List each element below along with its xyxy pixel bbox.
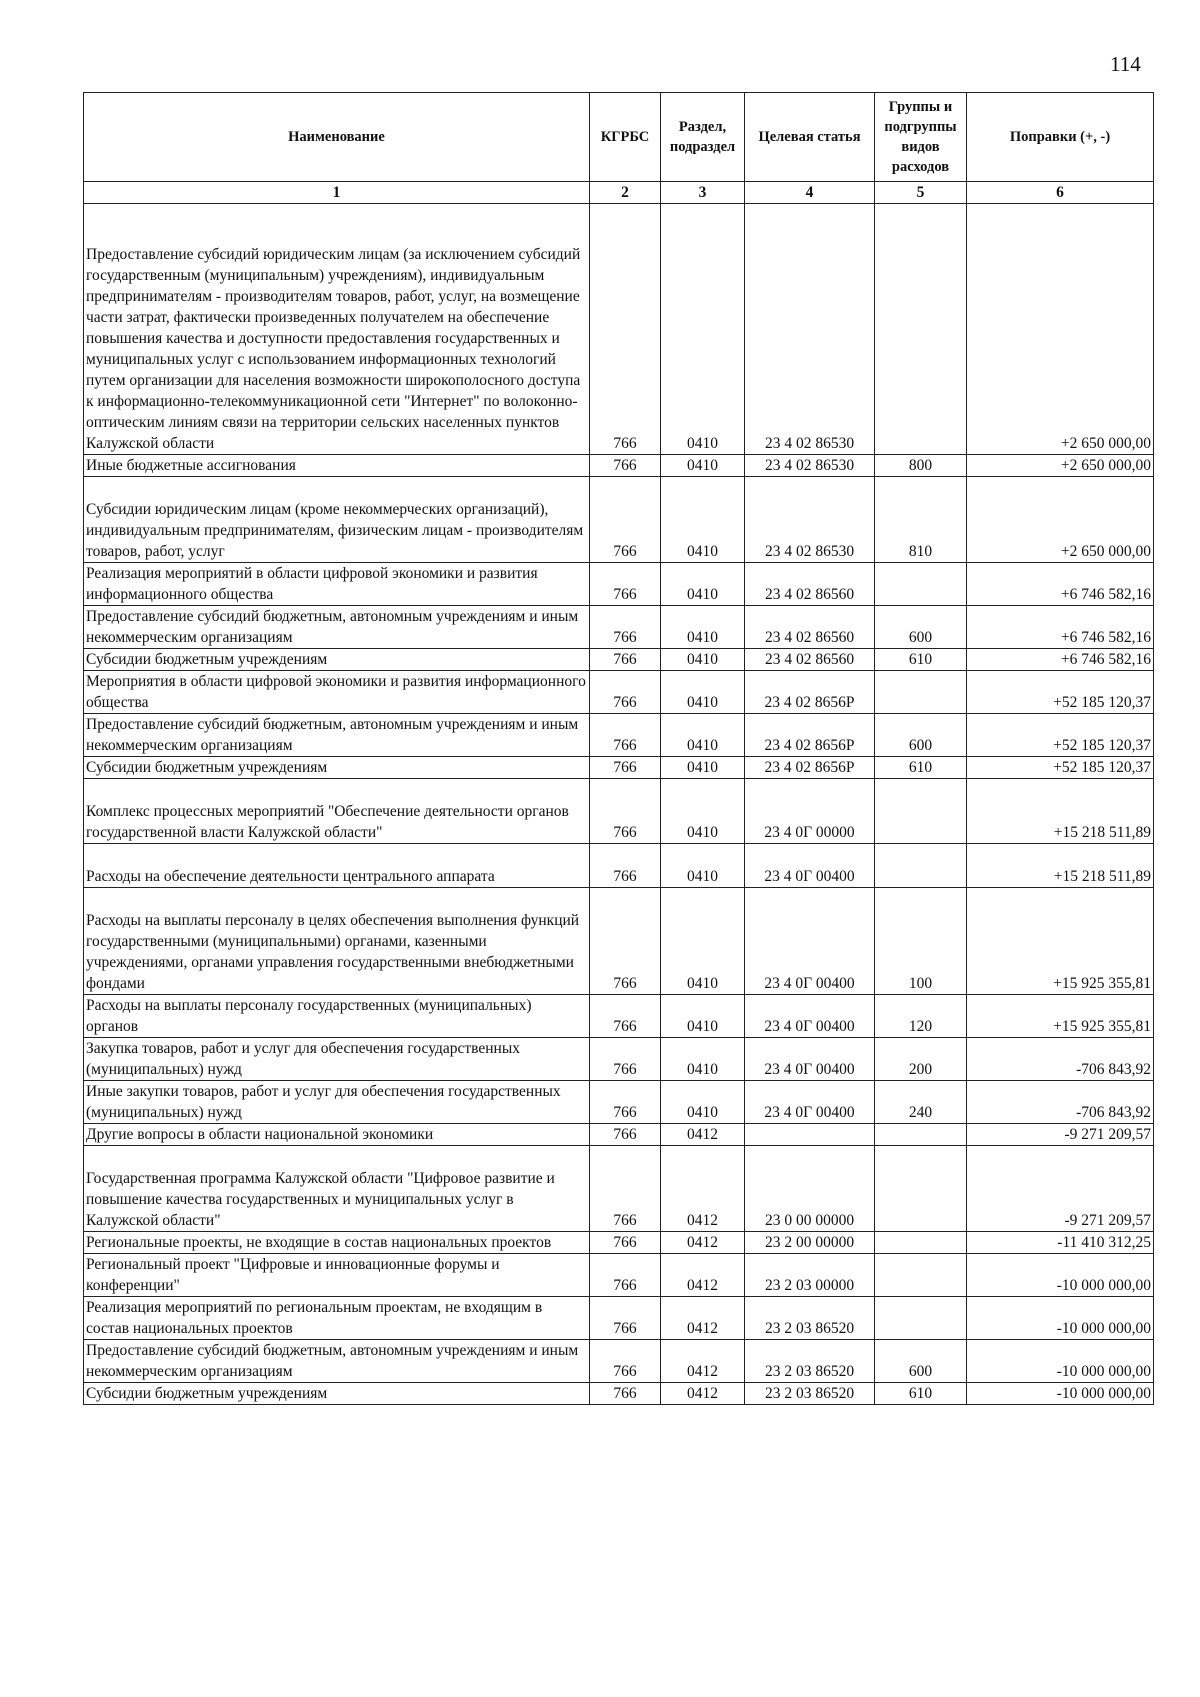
- row-amount-cell: +15 925 355,81: [967, 995, 1154, 1038]
- row-kgrbs-cell: 766: [590, 1038, 661, 1081]
- row-target-cell: 23 4 02 86530: [745, 477, 875, 563]
- row-target-cell: 23 4 02 86530: [745, 455, 875, 477]
- row-group-cell: [875, 779, 967, 844]
- row-name-cell: Государственная программа Калужской области "Цифровое развитие и повышение качества государственных и муниципальных услуг в Калужской области": [84, 1146, 590, 1232]
- row-kgrbs-cell: 766: [590, 757, 661, 779]
- header-kgrbs: КГРБС: [590, 93, 661, 182]
- row-name-cell: Расходы на выплаты персоналу государственных (муниципальных) органов: [84, 995, 590, 1038]
- row-name-cell: Субсидии бюджетным учреждениям: [84, 649, 590, 671]
- table-row: [84, 844, 1154, 888]
- row-kgrbs-cell: 766: [590, 714, 661, 757]
- table-row: [84, 204, 1154, 455]
- table-row: [84, 1232, 1154, 1254]
- row-section-cell: 0410: [661, 563, 745, 606]
- column-number: 2: [590, 182, 661, 204]
- row-kgrbs-cell: 766: [590, 455, 661, 477]
- row-name-cell: Реализация мероприятий в области цифровой экономики и развития информационного общества: [84, 563, 590, 606]
- row-amount-cell: +52 185 120,37: [967, 671, 1154, 714]
- page-number: 114: [1110, 52, 1141, 76]
- row-section-cell: 0412: [661, 1297, 745, 1340]
- row-target-cell: 23 4 0Г 00400: [745, 995, 875, 1038]
- row-section-cell: 0412: [661, 1146, 745, 1232]
- row-kgrbs-cell: 766: [590, 995, 661, 1038]
- row-name-cell: Предоставление субсидий бюджетным, автономным учреждениям и иным некоммерческим организациям: [84, 606, 590, 649]
- row-kgrbs-cell: 766: [590, 1124, 661, 1146]
- row-name-cell: Мероприятия в области цифровой экономики и развития информационного общества: [84, 671, 590, 714]
- row-name-cell: Субсидии бюджетным учреждениям: [84, 757, 590, 779]
- row-amount-cell: -10 000 000,00: [967, 1340, 1154, 1383]
- row-target-cell: 23 0 00 00000: [745, 1146, 875, 1232]
- table-row: [84, 1081, 1154, 1124]
- row-kgrbs-cell: 766: [590, 1081, 661, 1124]
- row-target-cell: 23 4 0Г 00400: [745, 1081, 875, 1124]
- row-name-cell: Комплекс процессных мероприятий "Обеспечение деятельности органов государственной власти Калужской области": [84, 779, 590, 844]
- row-target-cell: 23 2 03 86520: [745, 1340, 875, 1383]
- row-kgrbs-cell: 766: [590, 671, 661, 714]
- row-group-cell: [875, 1232, 967, 1254]
- row-amount-cell: -9 271 209,57: [967, 1146, 1154, 1232]
- row-group-cell: 600: [875, 606, 967, 649]
- row-target-cell: 23 4 02 86560: [745, 563, 875, 606]
- row-group-cell: 610: [875, 1383, 967, 1405]
- row-amount-cell: +2 650 000,00: [967, 455, 1154, 477]
- row-name-cell: Субсидии бюджетным учреждениям: [84, 1383, 590, 1405]
- row-target-cell: [745, 1124, 875, 1146]
- row-group-cell: 810: [875, 477, 967, 563]
- row-group-cell: [875, 204, 967, 455]
- row-kgrbs-cell: 766: [590, 779, 661, 844]
- row-name-cell: Региональный проект "Цифровые и инновационные форумы и конференции": [84, 1254, 590, 1297]
- row-section-cell: 0410: [661, 779, 745, 844]
- header-group: Группы и подгруппы видов расходов: [875, 93, 967, 182]
- table-row: [84, 995, 1154, 1038]
- row-section-cell: 0410: [661, 455, 745, 477]
- row-amount-cell: +15 218 511,89: [967, 844, 1154, 888]
- row-name-cell: Реализация мероприятий по региональным проектам, не входящим в состав национальных проектов: [84, 1297, 590, 1340]
- row-target-cell: 23 4 0Г 00400: [745, 888, 875, 995]
- column-number: 1: [84, 182, 590, 204]
- table-row: [84, 1124, 1154, 1146]
- row-amount-cell: -706 843,92: [967, 1038, 1154, 1081]
- table-row: [84, 1297, 1154, 1340]
- row-name-cell: Предоставление субсидий бюджетным, автономным учреждениям и иным некоммерческим организациям: [84, 1340, 590, 1383]
- row-section-cell: 0410: [661, 844, 745, 888]
- row-target-cell: 23 4 02 86560: [745, 606, 875, 649]
- table-row: [84, 779, 1154, 844]
- row-kgrbs-cell: 766: [590, 649, 661, 671]
- row-group-cell: [875, 671, 967, 714]
- table-row: [84, 606, 1154, 649]
- row-kgrbs-cell: 766: [590, 204, 661, 455]
- table-body: [84, 204, 1154, 1405]
- row-amount-cell: +52 185 120,37: [967, 757, 1154, 779]
- table-row: [84, 649, 1154, 671]
- row-target-cell: 23 2 03 00000: [745, 1254, 875, 1297]
- table-row: [84, 671, 1154, 714]
- row-section-cell: 0412: [661, 1232, 745, 1254]
- table-row: [84, 1038, 1154, 1081]
- header-amount: Поправки (+, -): [967, 93, 1154, 182]
- row-kgrbs-cell: 766: [590, 477, 661, 563]
- header-row: [84, 93, 1154, 182]
- row-target-cell: 23 4 0Г 00000: [745, 779, 875, 844]
- row-amount-cell: -10 000 000,00: [967, 1254, 1154, 1297]
- row-kgrbs-cell: 766: [590, 888, 661, 995]
- row-target-cell: 23 4 0Г 00400: [745, 1038, 875, 1081]
- row-amount-cell: -9 271 209,57: [967, 1124, 1154, 1146]
- table-row: [84, 563, 1154, 606]
- row-group-cell: [875, 1297, 967, 1340]
- table-row: [84, 888, 1154, 995]
- row-group-cell: 200: [875, 1038, 967, 1081]
- header-target: Целевая статья: [745, 93, 875, 182]
- row-kgrbs-cell: 766: [590, 1146, 661, 1232]
- row-group-cell: [875, 1254, 967, 1297]
- row-kgrbs-cell: 766: [590, 1383, 661, 1405]
- row-amount-cell: +2 650 000,00: [967, 477, 1154, 563]
- row-amount-cell: +15 218 511,89: [967, 779, 1154, 844]
- row-target-cell: 23 4 0Г 00400: [745, 844, 875, 888]
- row-section-cell: 0410: [661, 995, 745, 1038]
- row-name-cell: Расходы на обеспечение деятельности центрального аппарата: [84, 844, 590, 888]
- table-row: [84, 1146, 1154, 1232]
- row-section-cell: 0410: [661, 888, 745, 995]
- row-group-cell: [875, 1146, 967, 1232]
- row-section-cell: 0410: [661, 649, 745, 671]
- row-target-cell: 23 4 02 8656Р: [745, 757, 875, 779]
- row-group-cell: 800: [875, 455, 967, 477]
- row-section-cell: 0410: [661, 757, 745, 779]
- row-kgrbs-cell: 766: [590, 1254, 661, 1297]
- table-row: [84, 455, 1154, 477]
- row-name-cell: Другие вопросы в области национальной экономики: [84, 1124, 590, 1146]
- row-group-cell: 120: [875, 995, 967, 1038]
- column-number: 6: [967, 182, 1154, 204]
- row-group-cell: 600: [875, 714, 967, 757]
- row-section-cell: 0410: [661, 477, 745, 563]
- row-target-cell: 23 4 02 86530: [745, 204, 875, 455]
- row-kgrbs-cell: 766: [590, 1232, 661, 1254]
- row-target-cell: 23 4 02 8656Р: [745, 671, 875, 714]
- row-section-cell: 0412: [661, 1340, 745, 1383]
- row-group-cell: 100: [875, 888, 967, 995]
- row-amount-cell: +6 746 582,16: [967, 606, 1154, 649]
- row-group-cell: 600: [875, 1340, 967, 1383]
- row-name-cell: Предоставление субсидий юридическим лицам (за исключением субсидий государственным (муниципальным) учреждениям), индивидуальным предпринимателям - производителям товаров, работ, услуг, на возмещение части затрат, фактически произведенных получателем на обеспечение повышения качества и доступности предоставления государственных и муниципальных услуг с использованием информационных технологий путем организации для населения возможности широкополосного доступа к информационно-телекоммуникационной сети "Интернет" по волоконно-оптическим линиям связи на территории сельских населенных пунктов Калужской области: [84, 204, 590, 455]
- row-kgrbs-cell: 766: [590, 1340, 661, 1383]
- row-section-cell: 0410: [661, 204, 745, 455]
- row-amount-cell: +6 746 582,16: [967, 563, 1154, 606]
- table-row: [84, 714, 1154, 757]
- row-target-cell: 23 2 03 86520: [745, 1383, 875, 1405]
- row-group-cell: [875, 1124, 967, 1146]
- column-number: 5: [875, 182, 967, 204]
- row-group-cell: [875, 563, 967, 606]
- row-kgrbs-cell: 766: [590, 1297, 661, 1340]
- row-section-cell: 0410: [661, 714, 745, 757]
- row-section-cell: 0412: [661, 1383, 745, 1405]
- row-amount-cell: +6 746 582,16: [967, 649, 1154, 671]
- row-name-cell: Предоставление субсидий бюджетным, автономным учреждениям и иным некоммерческим организациям: [84, 714, 590, 757]
- row-name-cell: Иные бюджетные ассигнования: [84, 455, 590, 477]
- row-name-cell: Региональные проекты, не входящие в состав национальных проектов: [84, 1232, 590, 1254]
- row-group-cell: [875, 844, 967, 888]
- row-amount-cell: +52 185 120,37: [967, 714, 1154, 757]
- budget-table: [83, 92, 1154, 1405]
- table-row: [84, 1383, 1154, 1405]
- row-section-cell: 0410: [661, 1038, 745, 1081]
- row-amount-cell: -11 410 312,25: [967, 1232, 1154, 1254]
- row-section-cell: 0412: [661, 1254, 745, 1297]
- column-number-row: [84, 182, 1154, 204]
- row-section-cell: 0410: [661, 671, 745, 714]
- row-target-cell: 23 2 00 00000: [745, 1232, 875, 1254]
- row-amount-cell: -706 843,92: [967, 1081, 1154, 1124]
- row-target-cell: 23 4 02 86560: [745, 649, 875, 671]
- row-amount-cell: -10 000 000,00: [967, 1383, 1154, 1405]
- row-amount-cell: +2 650 000,00: [967, 204, 1154, 455]
- row-target-cell: 23 2 03 86520: [745, 1297, 875, 1340]
- table-row: [84, 477, 1154, 563]
- row-name-cell: Субсидии юридическим лицам (кроме некоммерческих организаций), индивидуальным предпринимателям, физическим лицам - производителям товаров, работ, услуг: [84, 477, 590, 563]
- column-number: 4: [745, 182, 875, 204]
- table-row: [84, 1254, 1154, 1297]
- row-target-cell: 23 4 02 8656Р: [745, 714, 875, 757]
- row-name-cell: Закупка товаров, работ и услуг для обеспечения государственных (муниципальных) нужд: [84, 1038, 590, 1081]
- row-kgrbs-cell: 766: [590, 606, 661, 649]
- row-amount-cell: -10 000 000,00: [967, 1297, 1154, 1340]
- table-row: [84, 1340, 1154, 1383]
- row-name-cell: Расходы на выплаты персоналу в целях обеспечения выполнения функций государственными (муниципальными) органами, казенными учреждениями, органами управления государственными внебюджетными фондами: [84, 888, 590, 995]
- row-group-cell: 610: [875, 757, 967, 779]
- row-group-cell: 240: [875, 1081, 967, 1124]
- row-kgrbs-cell: 766: [590, 563, 661, 606]
- row-section-cell: 0410: [661, 606, 745, 649]
- column-number: 3: [661, 182, 745, 204]
- table-row: [84, 757, 1154, 779]
- row-section-cell: 0410: [661, 1081, 745, 1124]
- header-name: Наименование: [84, 93, 590, 182]
- row-amount-cell: +15 925 355,81: [967, 888, 1154, 995]
- row-kgrbs-cell: 766: [590, 844, 661, 888]
- row-name-cell: Иные закупки товаров, работ и услуг для обеспечения государственных (муниципальных) нужд: [84, 1081, 590, 1124]
- row-group-cell: 610: [875, 649, 967, 671]
- row-section-cell: 0412: [661, 1124, 745, 1146]
- header-section: Раздел, подраздел: [661, 93, 745, 182]
